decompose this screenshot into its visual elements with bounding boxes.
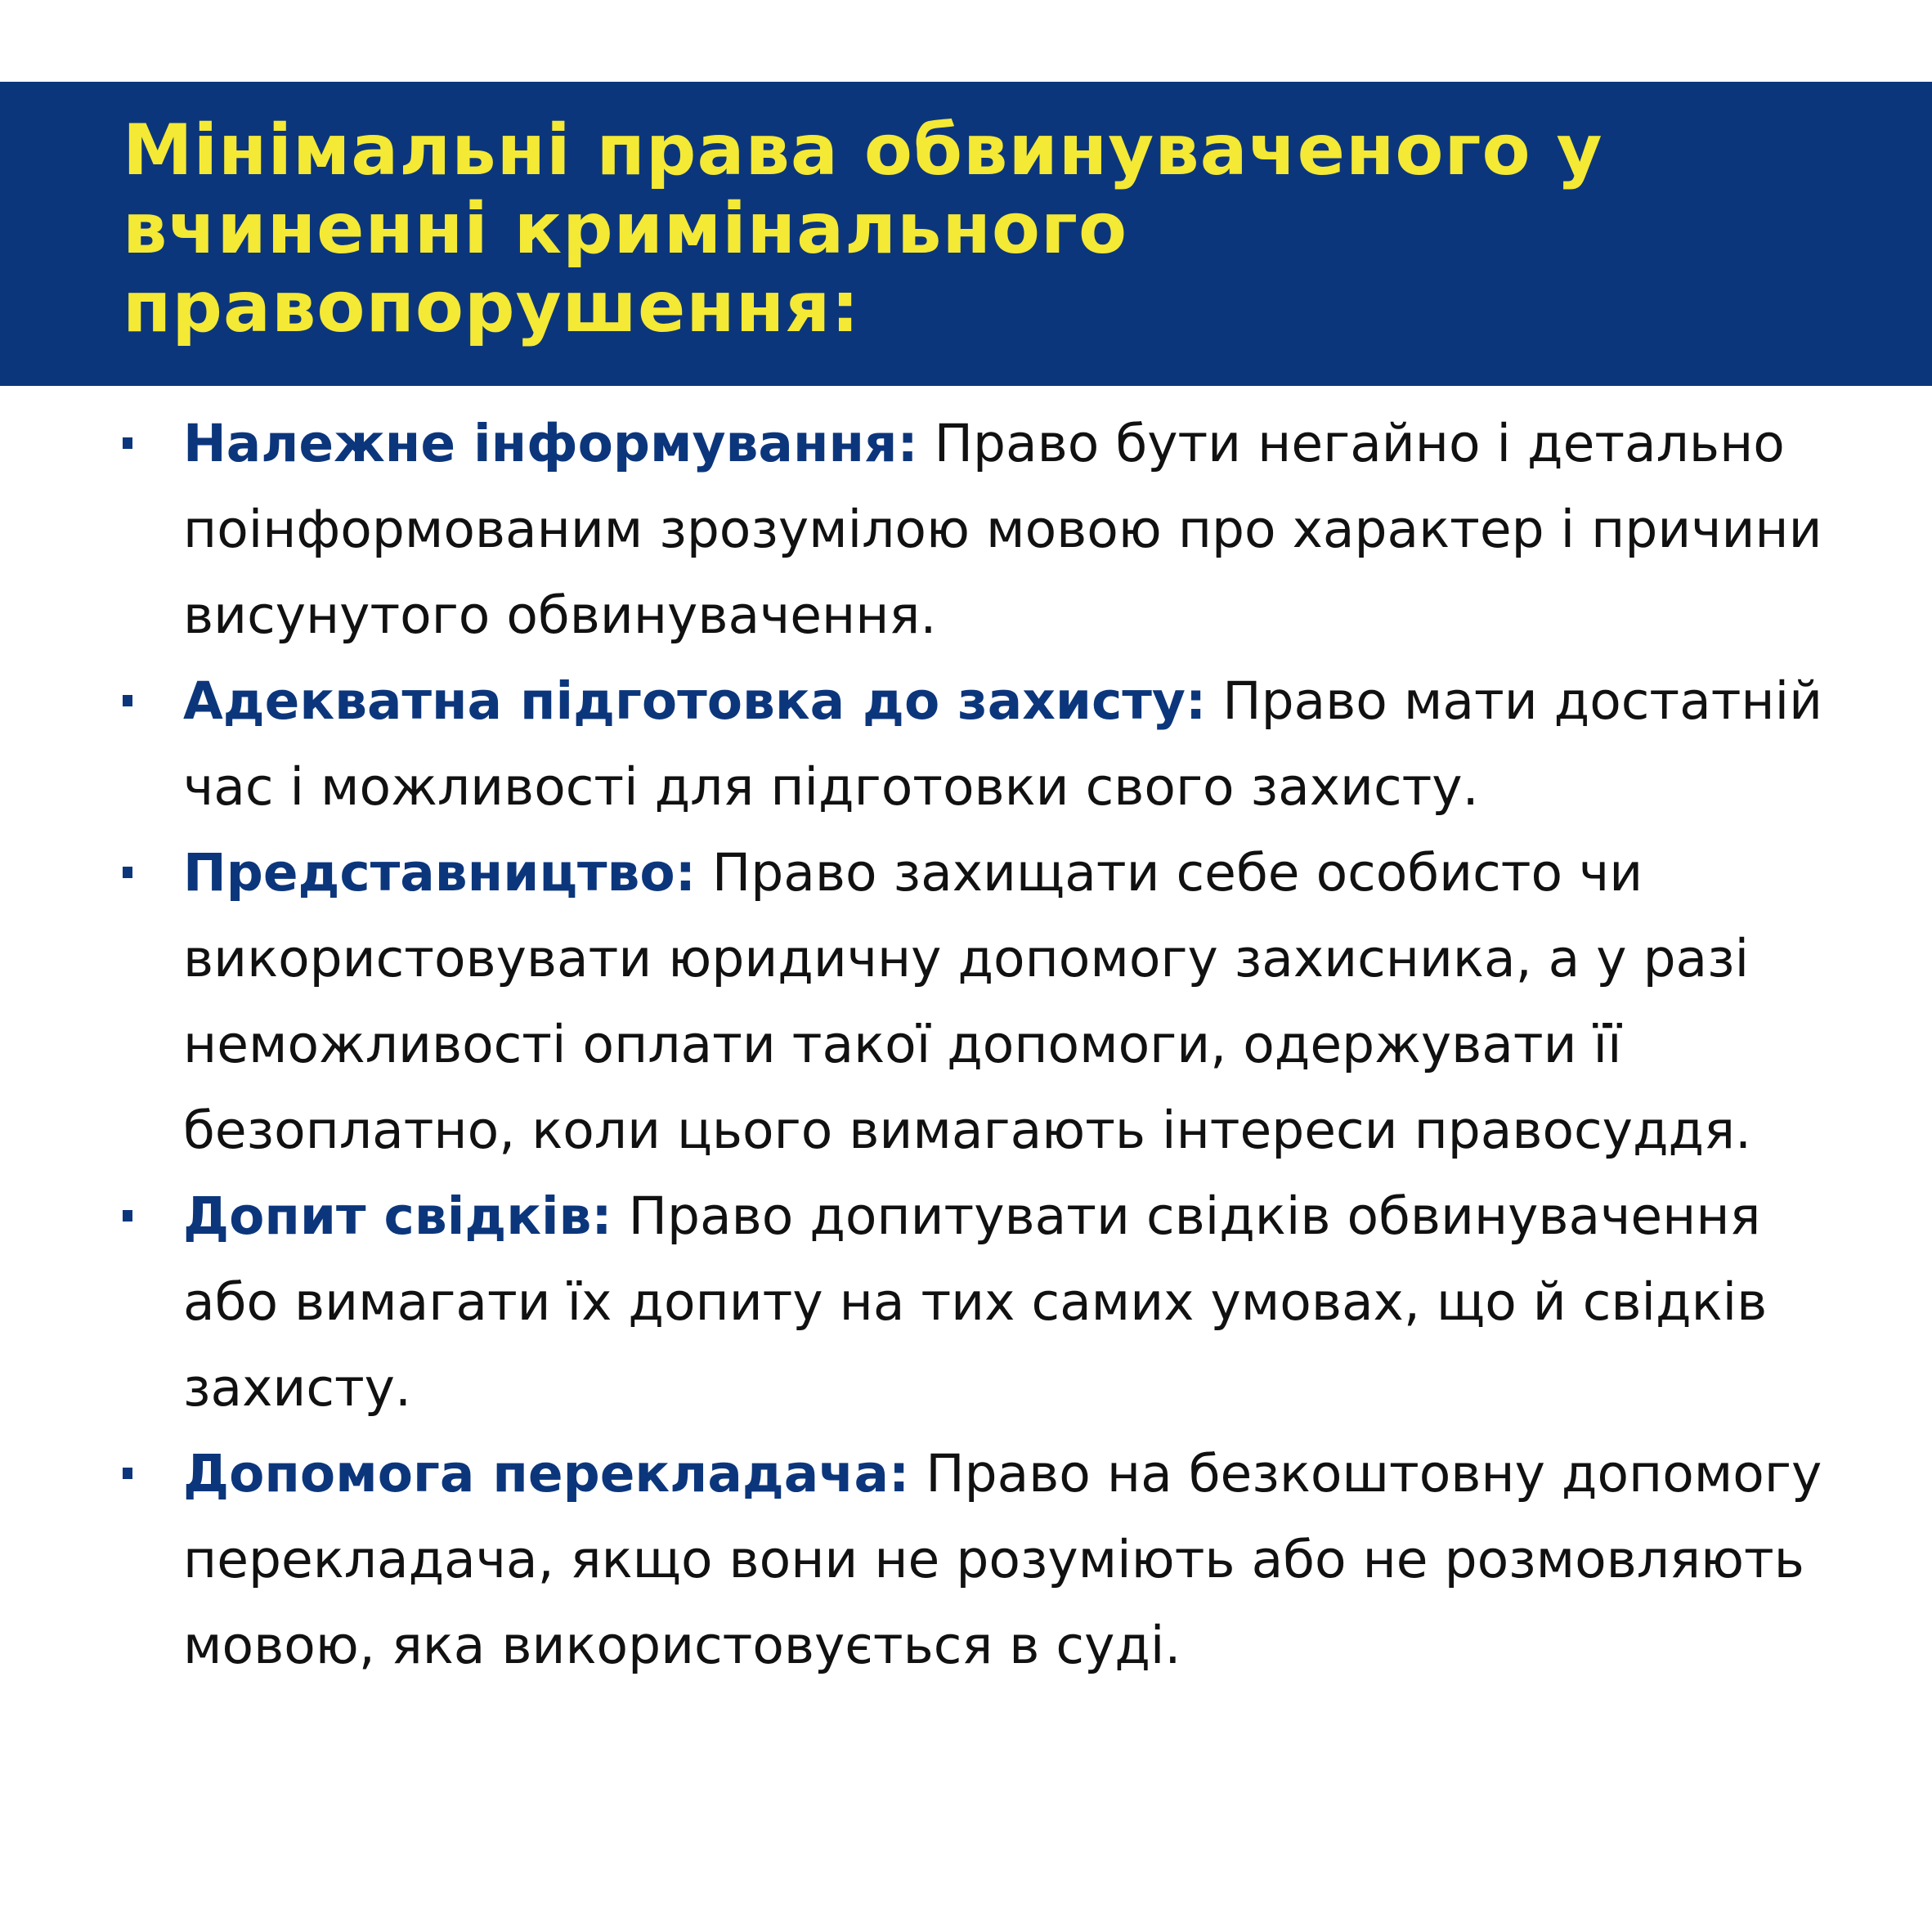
bullet-square-icon (123, 437, 132, 449)
bullet-square-icon (123, 695, 132, 706)
list-item (123, 658, 1840, 830)
page-title: Мінімальні права обвинуваченого у вчиненні кримінального правопорушення: (123, 110, 1603, 348)
right-term: Допомога перекладача: (183, 1444, 910, 1504)
right-description: Право допитувати свідків обвинувачення або вимагати їх допиту на тих самих умовах, що й свідків захисту. (183, 1186, 1768, 1418)
list-item (123, 830, 1840, 1173)
list-item (123, 401, 1840, 658)
right-term: Адекватна підготовка до захисту: (183, 671, 1207, 731)
right-term: Допит свідків: (183, 1186, 612, 1246)
right-description: Право мати достатній час і можливості для підготовки свого захисту. (183, 671, 1823, 817)
rights-list (123, 401, 1840, 1688)
list-item (123, 1431, 1840, 1688)
list-item (123, 1173, 1840, 1431)
right-description: Право бути негайно і детально поінформованим зрозумілою мовою про характер і причини висунутого обвинувачення. (183, 414, 1822, 645)
right-description: Право захищати себе особисто чи використовувати юридичну допомогу захисника, а у разі неможливості оплати такої допомоги, одержувати її безоплатно, коли цього вимагають інтереси правосуддя. (183, 843, 1751, 1160)
right-term: Представництво: (183, 843, 696, 903)
bullet-square-icon (123, 1468, 132, 1479)
bullet-square-icon (123, 867, 132, 878)
right-term: Належне інформування: (183, 414, 918, 473)
bullet-square-icon (123, 1210, 132, 1222)
title-banner (0, 82, 1932, 386)
right-description: Право на безкоштовну допомогу перекладача, якщо вони не розуміють або не розмовляють мовою, яка використовується в суді. (183, 1444, 1822, 1675)
